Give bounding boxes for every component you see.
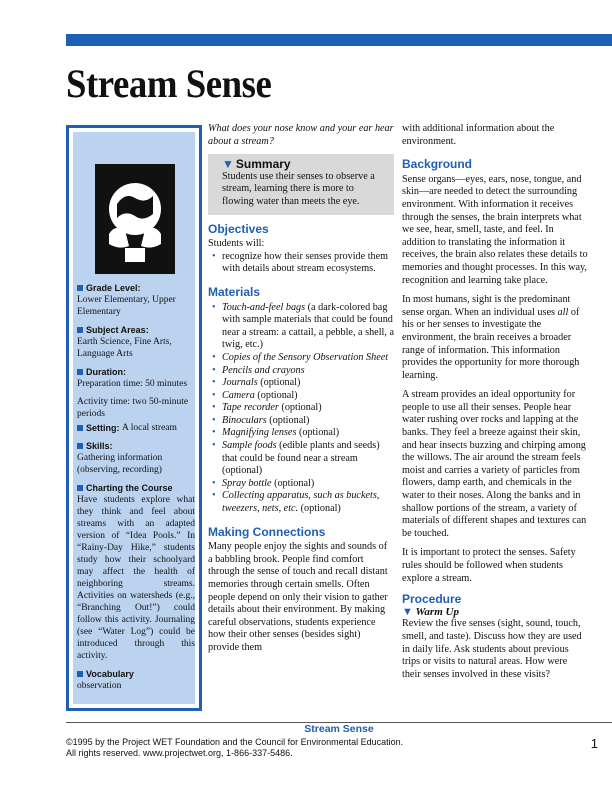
bullet-square-icon bbox=[77, 327, 83, 333]
sidebar-label: Skills: bbox=[77, 440, 195, 452]
background-paragraph: In most humans, sight is the predominant sense organ. When an individual uses all of his or her senses to investigate the environment, the brain receives a broader range of information. This information provides the opportunity for more thorough learning. bbox=[402, 294, 580, 381]
bullet-square-icon bbox=[77, 425, 83, 431]
sidebar-label: Setting: A local stream bbox=[77, 422, 195, 434]
sidebar-value: Earth Science, Fine Arts, Language Arts bbox=[77, 337, 172, 359]
warm-up-heading: ▼ Warm Up bbox=[402, 605, 459, 618]
background-heading: Background bbox=[402, 157, 473, 172]
sidebar-value: observation bbox=[77, 681, 122, 691]
summary-text: Students use their senses to observe a stream, learning there is more to flowing water than meets the eye. bbox=[222, 170, 375, 207]
sidebar-value: Have students explore what they think and feel about streams with an adapted version of “Idea Pools.” In “Rainy-Day Hike,” students study how their schoolyard may affect the health of neighboring streams. Activities on watersheds (e.g., “Branching Out!”) could follow this activity. Journaling (see “Water Log”) could be introduced through this activity. bbox=[77, 495, 195, 661]
sidebar-value: Preparation time: 50 minutes bbox=[77, 379, 188, 389]
list-item: • Spray bottle (optional) bbox=[222, 478, 394, 491]
objectives-list bbox=[208, 251, 394, 276]
right-column bbox=[402, 123, 588, 681]
copyright-line: ©1995 by the Project WET Foundation and the Council for Environmental Education. bbox=[66, 737, 404, 747]
bullet-square-icon bbox=[77, 485, 83, 491]
bullet-square-icon bbox=[77, 285, 83, 291]
sidebar-label: Vocabulary bbox=[77, 668, 195, 680]
list-item: • Touch-and-feel bags (a dark-colored bag with sample materials that could be found near a stream: a cattail, a pebble, a shell, a twig, etc.) bbox=[222, 302, 394, 352]
materials-list bbox=[208, 302, 394, 516]
sidebar-label: Subject Areas: bbox=[77, 324, 195, 336]
sidebar-label: Duration: bbox=[77, 366, 195, 378]
triangle-down-icon: ▼ bbox=[222, 157, 234, 172]
objectives-intro: Students will: bbox=[208, 238, 265, 250]
rights-line: All rights reserved. www.projectwet.org, 1-866-337-5486. bbox=[66, 748, 293, 758]
making-connections-heading: Making Connections bbox=[208, 524, 326, 539]
list-item: • Journals (optional) bbox=[222, 377, 394, 390]
footer-title: Stream Sense bbox=[304, 723, 374, 735]
sidebar-label: Grade Level: bbox=[77, 282, 195, 294]
summary-box bbox=[208, 154, 394, 214]
list-item: • Magnifying lenses (optional) bbox=[222, 427, 394, 440]
background-paragraph: Sense organs—eyes, ears, nose, tongue, and skin—are needed to detect the surrounding environment. With information it receives through the senses, the brain interprets what we see, hear, smell, taste, and feel. In addition to translating the information it receives, the brain also relates these details to memories and thought processes. In this way, recognition and learning take place. bbox=[402, 173, 588, 286]
making-connections-text: Many people enjoy the sights and sounds of a babbling brook. People find comfort through the sense of touch and recall distant memories through certain smells. Often people depend on only their vision to gather details about their environment. By making careful observations, students experience how their other senses (besides sight) provide them bbox=[208, 541, 388, 653]
bullet-square-icon bbox=[77, 369, 83, 375]
sidebar-value: Gathering information (observing, recording) bbox=[77, 453, 163, 475]
list-item: • Collecting apparatus, such as buckets, tweezers, nets, etc. (optional) bbox=[222, 490, 394, 515]
top-color-bar bbox=[66, 34, 612, 46]
objectives-heading: Objectives bbox=[208, 221, 269, 236]
list-item: • Camera (optional) bbox=[222, 390, 394, 403]
list-item: • Binoculars (optional) bbox=[222, 415, 394, 428]
procedure-text: Review the five senses (sight, sound, touch, smell, and taste). Discuss how they are used in daily life. Ask students about previous trips or visits to natural areas. How were their senses involved in these visits? bbox=[402, 618, 582, 680]
intro-question: What does your nose know and your ear hear about a stream? bbox=[208, 123, 394, 147]
list-item: • recognize how their senses provide them with details about stream ecosystems. bbox=[222, 251, 394, 276]
list-item: • Tape recorder (optional) bbox=[222, 402, 394, 415]
triangle-down-icon: ▼ bbox=[402, 605, 413, 618]
sidebar-metadata bbox=[77, 282, 195, 698]
list-item: • Sample foods (edible plants and seeds) that could be found near a stream (optional) bbox=[222, 440, 394, 478]
sidebar-background bbox=[73, 132, 195, 704]
list-item: • Pencils and crayons bbox=[222, 365, 394, 378]
background-paragraph: It is important to protect the senses. Safety rules should be followed when students explore a stream. bbox=[402, 547, 576, 584]
middle-column bbox=[208, 123, 394, 655]
background-paragraph: A stream provides an ideal opportunity for people to use all their senses. People hear water rushing over rocks and lapping at the banks. They feel a breeze against their skin, and hear insects buzzing and chirping among the willows. The air around the stream feels moist and carries a variety of particles from flowers, damp earth, and chemicals in the water to their noses. Along the banks and in shallow portions of the stream, a variety of materials of different shapes and textures can be touched. bbox=[402, 389, 587, 539]
materials-heading: Materials bbox=[208, 284, 261, 299]
page-title: Stream Sense bbox=[66, 61, 272, 106]
list-item: • Copies of the Sensory Observation Sheet bbox=[222, 352, 394, 365]
making-connections-continued: with additional information about the environment. bbox=[402, 123, 555, 147]
bullet-square-icon bbox=[77, 671, 83, 677]
sidebar-label: Charting the Course bbox=[77, 482, 195, 494]
sidebar-value: Activity time: two 50-minute periods bbox=[77, 397, 189, 419]
procedure-heading: Procedure bbox=[402, 592, 462, 607]
footer bbox=[66, 724, 612, 759]
bullet-square-icon bbox=[77, 443, 83, 449]
sidebar-box bbox=[66, 125, 202, 711]
sidebar-value: Lower Elementary, Upper Elementary bbox=[77, 295, 176, 317]
page-number: 1 bbox=[590, 736, 598, 751]
summary-heading: ▼ Summary bbox=[222, 157, 291, 172]
earth-hands-logo-icon bbox=[95, 164, 175, 274]
